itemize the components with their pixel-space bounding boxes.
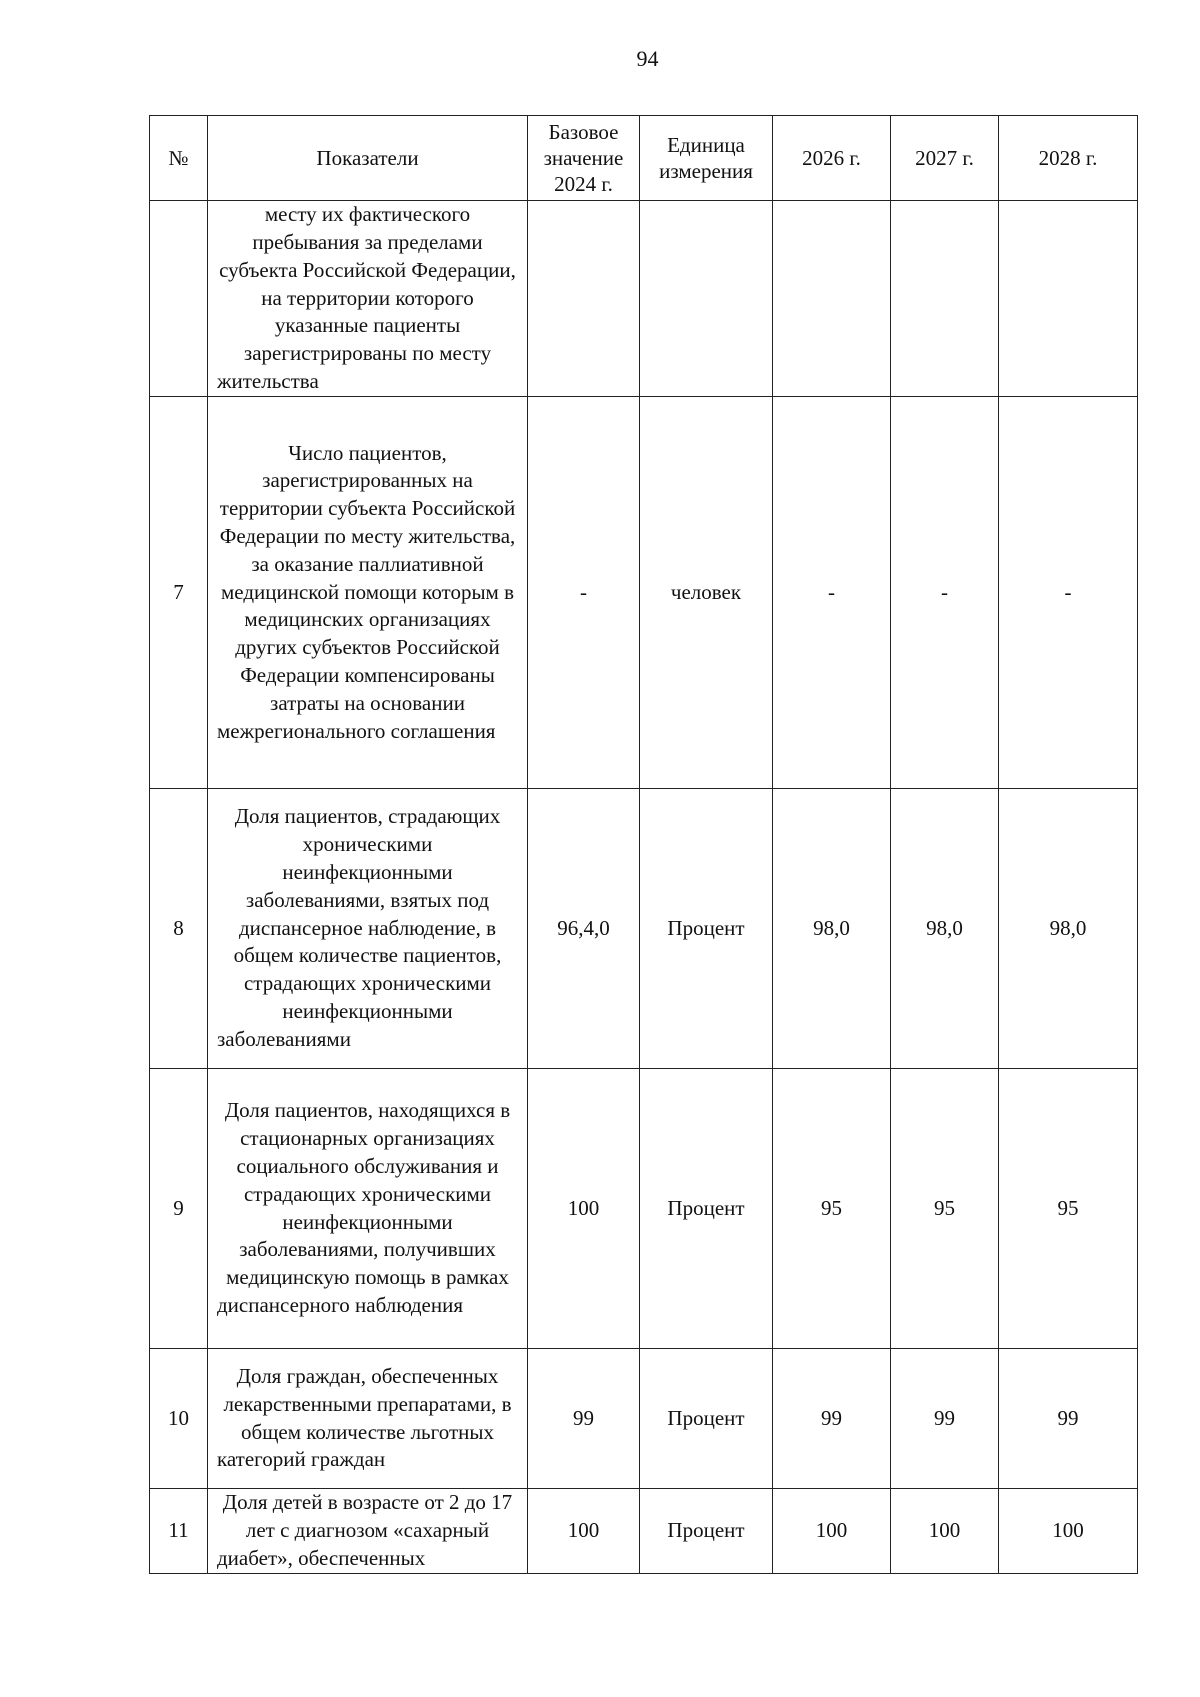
value-2027: - [891,397,999,789]
row-number [150,201,208,397]
table-row [150,1069,1138,1349]
row-number: 9 [150,1069,208,1349]
table-row [150,201,1138,397]
table-header-row [150,116,1138,201]
value-2027 [891,201,999,397]
base-value: 100 [528,1489,640,1574]
indicator-text: Доля граждан, обеспеченных лекарственными препаратами, в общем количестве льготных категорий граждан [208,1349,528,1489]
indicator-text: Доля пациентов, находящихся в стационарных организациях социального обслуживания и страдающих хроническими неинфекционными заболеваниями, получивших медицинскую помощь в рамках диспансерного наблюдения [208,1069,528,1349]
indicator-text: Доля детей в возрасте от 2 до 17 лет с диагнозом «сахарный диабет», обеспеченных [208,1489,528,1574]
page-number: 94 [636,46,659,71]
value-2026: 99 [773,1349,891,1489]
header-base-value: Базовое значение 2024 г. [528,116,640,201]
value-2026: - [773,397,891,789]
table-row [150,1349,1138,1489]
table-row [150,1489,1138,1574]
indicators-table [149,115,1138,1574]
base-value: - [528,397,640,789]
unit-value [640,201,773,397]
header-indicator: Показатели [208,116,528,201]
header-number: № [150,116,208,201]
base-value [528,201,640,397]
row-number: 11 [150,1489,208,1574]
value-2026 [773,201,891,397]
value-2028: - [999,397,1138,789]
unit-value: Процент [640,1069,773,1349]
base-value: 96,4,0 [528,789,640,1069]
header-year-2028: 2028 г. [999,116,1138,201]
base-value: 100 [528,1069,640,1349]
row-number: 8 [150,789,208,1069]
value-2028: 100 [999,1489,1138,1574]
value-2026: 100 [773,1489,891,1574]
unit-value: Процент [640,1489,773,1574]
indicator-text: Доля пациентов, страдающих хроническими неинфекционными заболеваниями, взятых под диспансерное наблюдение, в общем количестве пациентов, страдающих хроническими неинфекционными заболеваниями [208,789,528,1069]
value-2026: 95 [773,1069,891,1349]
unit-value: Процент [640,1349,773,1489]
row-number: 7 [150,397,208,789]
unit-value: Процент [640,789,773,1069]
indicator-text: Число пациентов, зарегистрированных на территории субъекта Российской Федерации по месту жительства, за оказание паллиативной медицинской помощи которым в медицинских организациях других субъектов Российской Федерации компенсированы затраты на основании межрегионального соглашения [208,397,528,789]
row-number: 10 [150,1349,208,1489]
value-2027: 100 [891,1489,999,1574]
unit-value: человек [640,397,773,789]
header-year-2027: 2027 г. [891,116,999,201]
value-2027: 99 [891,1349,999,1489]
table-row [150,789,1138,1069]
value-2028: 98,0 [999,789,1138,1069]
value-2028: 95 [999,1069,1138,1349]
value-2026: 98,0 [773,789,891,1069]
value-2027: 95 [891,1069,999,1349]
value-2027: 98,0 [891,789,999,1069]
base-value: 99 [528,1349,640,1489]
header-unit: Единица измерения [640,116,773,201]
value-2028 [999,201,1138,397]
value-2028: 99 [999,1349,1138,1489]
header-year-2026: 2026 г. [773,116,891,201]
indicator-text: месту их фактического пребывания за пределами субъекта Российской Федерации, на территории которого указанные пациенты зарегистрированы по месту жительства [208,201,528,397]
table-row [150,397,1138,789]
